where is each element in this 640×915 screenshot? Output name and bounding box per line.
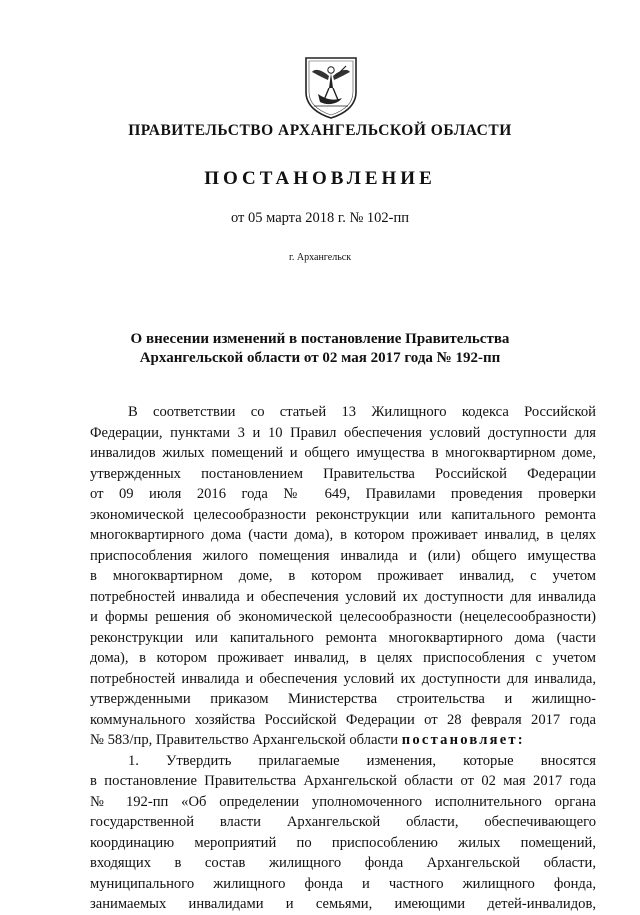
government-name: ПРАВИТЕЛЬСТВО АРХАНГЕЛЬСКОЙ ОБЛАСТИ (128, 122, 512, 139)
item1-line: государственной власти Архангельской области, обеспечивающего (90, 814, 596, 830)
body-line: приспособления жилого помещения инвалида и (или) общего имущества (90, 547, 596, 564)
body-line: коммунального хозяйства Российской Федерации от 28 февраля 2017 года (90, 711, 596, 728)
body-line: дома), в котором проживает инвалид, в целях приспособления с учетом (90, 650, 596, 666)
document-date-number: от 05 марта 2018 г. № 102-пп (230, 210, 410, 226)
item1-line: № 192-пп «Об определении уполномоченного исполнительного органа (90, 793, 596, 810)
body-line: многоквартирного дома (части дома), в котором проживает инвалид, в целях (90, 527, 596, 543)
coat-of-arms-icon (302, 54, 360, 120)
body-line: экономической целесообразности реконструкции или капитального ремонта (90, 506, 596, 523)
title-line: О внесении изменений в постановление Правительства (130, 331, 510, 347)
document-body (90, 402, 596, 915)
body-line: реконструкции или капитального ремонта многоквартирного дома (части (90, 629, 596, 646)
item1-line: 1. Утвердить прилагаемые изменения, которые вносятся (128, 752, 596, 769)
body-line: утвержденных постановлением Правительства Российской Федерации (90, 465, 596, 482)
body-line-resolves (90, 730, 596, 751)
item1-line: координацию мероприятий по приспособлению жилых помещений, (90, 834, 596, 851)
item1-line: в постановление Правительства Архангельской области от 02 мая 2017 года (90, 773, 596, 789)
document-type: ПОСТАНОВЛЕНИЕ (204, 168, 436, 189)
item1-line: занимаемых инвалидами и семьями, имеющими детей-инвалидов, (90, 896, 596, 912)
body-line: и формы решения об экономической целесообразности (нецелесообразности) (90, 609, 596, 625)
resolves-prefix: № 583/пр, Правительство Архангельской области (90, 732, 402, 748)
body-line: в многоквартирном доме, в котором проживает инвалид, с учетом (90, 568, 596, 584)
document-city: г. Архангельск (288, 252, 352, 263)
body-line: инвалидов жилых помещений и общего имущества в многоквартирном доме, (90, 445, 596, 461)
body-line: В соответствии со статьей 13 Жилищного кодекса Российской (128, 404, 596, 420)
document-title (0, 330, 640, 368)
item1-line: входящих в состав жилищного фонда Архангельской области, (90, 855, 596, 871)
body-line: утвержденными приказом Министерства строительства и жилищно- (90, 691, 596, 707)
item1-line: муниципального жилищного фонда и частного жилищного фонда, (90, 875, 596, 892)
body-line: Федерации, пунктами 3 и 10 Правил обеспечения условий доступности для (90, 424, 596, 441)
resolves-word: постановляет: (401, 732, 525, 748)
body-line: потребностей инвалида и обеспечения условий их доступности для инвалида (90, 588, 596, 605)
title-line: Архангельской области от 02 мая 2017 года № 192-пп (139, 350, 501, 366)
body-line: от 09 июля 2016 года № 649, Правилами проведения проверки (90, 486, 596, 502)
body-line: потребностей инвалида и обеспечения условий их доступности для инвалида, (90, 670, 596, 687)
